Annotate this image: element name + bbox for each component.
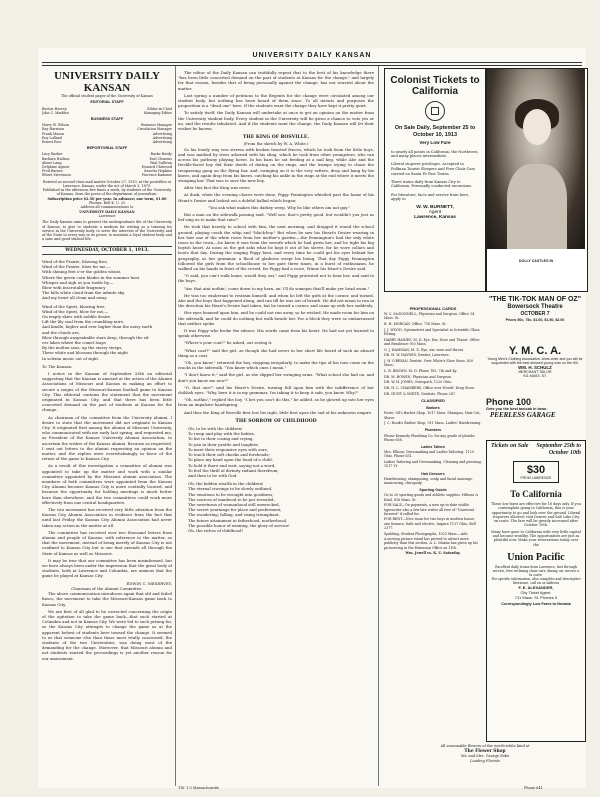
union-pacific-name: Union Pacific [507,551,565,563]
story-paragraph: It was Piggy who broke the silence. His words came from his heart. He had not yet learned to speak otherwise. [178,328,374,339]
classified-item: FOR SALE—On payments, a new up-to-date visible typewriter also a few late writer all free of "Universal Interest" if called for. [384,503,474,516]
up-text: Excellent daily trains from Lawrence, fast through service, free reclining chair cars, dining car service a la carte. [492,564,580,577]
classified-item: FOR RENT—Nice room for two boys in modern house, one furnace, bath and electric. Inquire 1137 Ohio, Bell 2377. [384,517,476,530]
story-paragraph: He took that heavily to school with him, the next morning, and dragged it round the school ground, playing crack the whip and "black-boy." But when he saw his Heart's Desire wearing in her hair one of the white roses from her mother's garden,—the Pennington's had the only white roses in the town,—he knew it was from the wreath which he had given her, and he tight his big boyish heart. At noon as the girl asks what he kept it out of his sleeve, for he wore collars and boots that day. During the singing Piggy bent, and every time he could get his eyes behind her geography, as her grammar, a flood of gladness swept his being. That day Piggy Pennington followed the girls from the schoolhouse to her gate three times, in a burst of enthusiasm, he walked on his hands in front of the crowd, for Piggy had a voice, Winne his Heart's Desire said. [178,224,374,271]
classified-item: Go to 20 sporting goods and athletic supplies. Hiltons & Kind, 816 Mass. St. [384,493,479,502]
up-tagline: Correspondingly Low Fares to Nevada [501,601,571,606]
staff-row: Ernest Rice Advertising [42,139,172,144]
subscription: Subscription price $2.50 per year. In advance; one term, $1.00 [47,196,167,201]
story-paragraph: But a man on the sidewalk passing said, "Well son, that's pretty good, but wouldn't you just as lief sing us to make that rain?" [178,211,374,223]
barbers-heading: Barbers [426,406,440,411]
reportorial-staff-heading: REPORTORIAL STAFF [86,146,128,151]
classified-item: Mrs. Ellison, Dressmaking and Ladies Tailoring. 1129 Ohio. Phone 651. [384,450,474,459]
card-item: DR. M. BOWEN, Physician and Surgeon. [384,374,452,379]
card-item: W. C. McDONNELL, Physician and Surgeon. Office 14 Mass. St. [384,312,475,321]
card-item: DR. HUNT & WHITE, Dentists. Phone 287. [384,391,456,396]
photo-figure [507,164,567,249]
story-paragraph: "Oh, nothin'," replied the boy. "I bet you can't do this," he added, as he glowed up into her eyes from an impulsive handspring. [178,397,374,408]
column-divider [175,66,176,786]
poem-title: THE SORROW OF CHILDHOOD [235,418,317,424]
childhood-poem: Oh, to be with the children! To romp and play with the babies, To list to their cooing and crying, To join in their prattle and laughter, To meet their responsive eyes with ours, To touch their soft cheeks and foreheads; To place my hand upon the head of a child, To hold it there and wait, saying not a word, To feel the thrill of divinity radiant therefrom; And then to be with God. Oh, the hidden wealth in the children! The eternal cravings to be slowly outlined, The emotions to be wrought into goodness; The sources of manhood to be put revealed, The sweetness of womanhood still unwrecked, The secret yearnings for place and preferment, The wondering, falling, and rising triumphant, The future attainment in fatherhood, motherhood, The possible honor of winning, the glory of service! Oh, the riches of childhood! [188,426,290,533]
staff-row: Delphine Agnew Howard Chitwood [42,164,172,169]
letter-signature: EDWIN C. MESERVEY, [126,580,172,586]
photo-face [523,109,551,145]
editorial-paragraph: The editor of the Daily Kansan can truthfully repeat that to the best of his knowledge there "has been little concerted demand on the part of students at Kansas for the change," and largely for that reason, besides that of being personally against the change, has not worried about the matter. [178,70,374,91]
masthead-rule [42,62,582,63]
price-box [513,461,559,483]
stanza: Wind of the Spirit, blowing free, Wind of the Spirit, blow for me,— On empty skies with nobble desire Lift the lily soul from the crumbling mire, And kindle, higher and ever higher than the noisy earth and the clouds are, Blow through unspeakable stars deep, through the sil- ver lakes where the comet leaps By the molten seas, up the starry steeps, These white and blossom through the night In solemn music out of sight. [42,303,153,361]
up-text: Many have gone to California with very little capital and become wealthy. The opportunities are just as plentiful now. Make your reservations today over the [491,529,581,547]
card-item: L. R. BROWN, M. D. Phone 185. 7th and Ky. [384,368,458,373]
classified-item: Phone Kennedy Plumbing Co. for any grade of plumbs. Phone 658. [384,433,476,442]
agent-name: W. W. BURNETT, [416,205,454,211]
ad-text: Liberal stopover privileges. Accepted in Pullman Tourist Sleepers and Free Chair Cars carried on Santa Fe Fast Trains. [391,162,476,176]
ad-text: For literature, facts and service from here, apply to [391,192,470,202]
fare-line: Very Low Fare [419,140,451,145]
up-agent-address: 711 Mass. St. Phones 5 [514,594,558,600]
staff-row: Harry W. Wilson Business Manager [42,123,172,128]
garage-name: PEERLESS GARAGE [490,411,556,419]
ymca-text: Young Men's Clothing Association. Aims order and you will be acquainted with the best dressed young man on the Hill. [487,357,583,366]
footer-left: T.W. 1-3 Massachusetts [178,786,220,790]
up-header [487,441,585,459]
story-paragraph: "O said, you can't walk home, would they out," and Piggy protested not to hear her, and said to the boys: [178,273,374,284]
card-item: J. W. O'BRYAN, Dentist. Over White's Shoe Store, 820 Mass. [384,359,474,368]
ymca-ad [486,345,584,378]
garage-tagline: Gets you the best taxicab in town. [486,407,548,411]
policy-statement: The Daily Kansan aims to present the undergraduate life of the University of Kansas, to give to students a medium for writing as a training for service in the University body, to serve the interests of the University and of the State in every way in its power, to maintain a loyal student body and a sane and good student life. [42,220,172,242]
letter-paragraph: I notice in the Kansan of September 26th an editorial suggesting that the Kansan is amused at the action of the Alumni Associations of Missouri and Kansas in making an effort to secure a reigns of the Missouri-Kansas football game to Kansas City. This editorial contains the statement that the movement originated in Kansas City, and that there has been little concerted demand on the part of students at Kansas for the change. [42,370,172,413]
staff-row: Roy Lofland Advertising [42,135,172,140]
classified-item: A moving picture stand has proved to attract more publicity than this section. A. L. Maxim has given up his picturering in the Extension Office on 11th. [384,537,478,550]
staff-row: Frank Mason Advertising [42,131,172,136]
price-from: FROM LAWRENCE [520,476,552,480]
ad-text: to nearly all points in California, the Northwest, and many places intermediate. [391,149,479,159]
official-line: The official student paper of the University of Kansas [61,94,153,98]
card-item: DR. W. H. JONES, Osteopath, 1220 Ohio. [384,380,453,385]
business-staff-heading: BUSINESS STAFF [90,116,124,121]
hair-heading: Hair Dressers [421,471,445,476]
up-agent-title: City Ticket Agent. [520,589,552,595]
card-item: HARRY HAINES, M. D. Eye, Ear, Nose and Throat. Office and Residence 903 Mass. [384,337,480,346]
flower-shop-name: The Flower Shop [464,748,506,754]
sale-dates: September 25th to October 10th [536,443,581,456]
photo-caption: DOLLY CASTLES IN [518,259,554,263]
ad-text: Three trains daily from Kansas City to California. Personally conducted excursions. [391,179,473,189]
ymca-title: Y. M. C. A. [508,345,562,357]
classified-item: Ladies Tailoring and Dressmaking. Cleaning and pressing. 1017 Vt. [384,460,482,469]
classified-item: Hairdressing, shampooing, scalp and facial massage, manicuring, chiropody. [384,476,473,485]
editorial-paragraph: Last spring a number of petitions to the Regents for the change were circulated among our student body, but nothing has been heard of them since. To all intents and purposes the proposition is a "dead one" here. If the students want the change they have kept it pretty quiet. [178,92,374,109]
staff-row: John C. Madden Managing Editor [42,110,172,115]
jewell-game: Wm. Jewell vs. K. U. Saturday. [405,551,461,556]
photo-background [487,69,585,249]
footer-right: Phone 641 [524,786,543,790]
story-paragraph: "Oh, you know," returned the boy, stopping irregularly, to make the tips of his toes come on the cracks in the sidewalk. "You know which ones I mean." [178,360,374,371]
show-prices: Prices 50c, 75c. $1.00, $1.50, $2.00 [505,318,565,322]
story-paragraph: "O, that one?" said his Heart's Desire, turning full upon him with the indifference of her childish eyes. "Why, here it is in my grammar, I'm taking it to keep it safe, you know. Why?" [178,384,374,396]
phones: Phones: Bell K. U. 25 [88,201,126,206]
flower-line: All seasonable flowers of the worth-while kind at [440,744,530,748]
editorial-paragraph: The above communication introduces again that old and failed fiasco, the movement to take the Missouri-Kansas game back to Kansas City. [42,591,172,607]
show-title: "THE TIK-TOK MAN OF OZ" [488,296,582,303]
card-item: DR. H. W. HAYNES, Dentist, Lawrence. [384,353,450,358]
story-paragraph: "Aw, that aint nothin'; come down to my barn, an' I'll do somepin that'll make yer head swim." [184,285,370,291]
story-paragraph: So his lonely way was strewn with broken hearted fences, which he took from the little boys, and was marked by trees adorned with his sling, which he took from other youngsters, who ran across his pathway playing horse. In his barn he sat feeding at a nail keg, while Abe and the freckle-faced boy did their deeds of daring on the rings, and the tramps trying to chase the trespassing gang on the flying bar, and, swinging on it to the very rafters, drop and hang by his knees, and again drop from his knees, catching his ankle in the rings at the end where it meets the swinging bar. That was to save the new boy. [178,146,374,183]
agent-city: Lawrence, Kansas [414,215,456,221]
masthead-rule-2 [42,65,582,66]
column-divider [378,66,379,786]
card-item: O. J. HAMMAN, M. D. Eye, ear, nose and throat. [384,347,464,352]
staff-row: Elbert Stevenson Fiorence Kammer [42,173,172,178]
story-paragraph: At dusk, when the evening chores were done, Piggy Pennington whistled past the home of his Heart's Desire and looked out a doleful ballad which began: [178,192,374,203]
tailor-role: MERCHANT TAILOR [518,369,552,374]
classified-item: Foote, Oil's Barber Shop, 1017 Mass. Shampoo, Hair Cut, Shave. [384,411,481,420]
story-paragraph: "You ask what makes this darkey weep, Why he like others am not gay." [208,204,350,210]
entered-note: Entered as second-class mail matter October 27, 1910, at the postoffice at Lawrence, Kansas, under the act of March 3, 1879. [42,179,172,188]
story-paragraph: "I don't know it," said the girl, as she slipped her swinging arms. "What school she had on, and don't you know me now?" [178,372,374,383]
address-city: Lawrence [98,213,116,218]
card-item: DR. H. L. CHAMBERS, Office over Woods' Drug Store. [384,386,476,391]
flower-shop-ad [386,744,584,763]
masthead: UNIVERSITY DAILY KANSAN [252,52,372,59]
tailors-heading: Ladies Tailors [421,445,445,450]
published-note: Published in the afternoon five times a week, by students of the University of Kansas, from the press of the department of journalism. [42,188,172,197]
ad-title: Colonist Tickets to California [390,75,480,97]
tickets-on-sale: Tickets on Sale [491,443,529,449]
story-paragraph: Her eyes beamed upon him, and he could not run away, so he wished. He made room for him on the sidewalk, and he could do nothing but walk beside her. For a block they were so embarrassed that neither spoke. [178,310,374,326]
address-to: UNIVERSITY DAILY KANSAN [79,209,135,214]
professional-cards [384,304,482,744]
show-date: OCTOBER 7 [520,311,550,317]
up-text: For specific information, also complete and descriptive literature, call on or address [491,576,581,585]
dolly-castles-photo [486,68,588,292]
paper-title: UNIVERSITY DAILY KANSAN [54,70,160,94]
goods-heading: Sporting Goods [419,488,447,493]
story-column [178,70,374,782]
garage-ad [486,397,584,419]
letter-paragraph: As a result of this investigation a committee of alumni was appointed to take up the matter and work with a similar committee appointed by the Missouri alumni association. The members of both committees were appointed from the Kansas City Alumni because Kansas City is more centrally located, and because the opportunity for holding meetings is much better here than elsewhere, and the two committees could work more effectively from one central headquarters. [42,463,172,505]
union-pacific-ad [486,440,586,742]
staff-row: Ray Harrison Circulation Manager [42,127,172,132]
letter-paragraph: As chairman of the committee from the University alumni, I desire to state that the movement did not originate in Kansas City. It originated first among the alumni of Missouri University, who communicated with me early last spring, and requested me, as President of the Kansas University Alumni Association, to ascertain the wishes of the Kansas alumni. Because as requested, I sent out letters to the alumni requesting an opinion on the matter, and the replies were overwhelmingly in favor of the return of the game to Kansas City. [42,414,172,462]
up-text: These low fares are effective for 16 days only. If you contemplate going to California, this is your opportunity to go and look over the ground. Liberal stopovers allowed; visit Denver and Salt Lake City en route. The fare will be greatly increased after October 10th. [491,502,581,528]
to-california: To California [510,489,562,499]
story-title: THE KING OF ROSVILLE. [243,135,309,141]
editorial-staff-heading: EDITORIAL STAFF [90,100,124,105]
card-item: J. J. WOOD, Optometrist and Specialist in Scientific Glass Fitting. [384,327,480,337]
classified-item: Spalding, Student Photographs, 1023 Mass.—Adv. [384,531,468,536]
address-line: Address all communications to [80,205,134,210]
agent-title: Agent [428,210,442,216]
editorial-paragraph: To satisfy itself, the Daily Kansan will undertake at once to get an opinion on the matter from the University student body. Every student in the University will be given a chance to vote yes or no, and the results tabulated. And if the students want the change, the Daily Kansan will let their wishes be known. [178,110,374,132]
story-byline: (From the sketch by W. A. White.) [243,141,309,147]
staff-row: Barbara Hudson Earl Clemens [42,156,172,161]
letter-signature-title: Chairman of the Alumni Committee. [71,585,143,591]
classified-item: J. C. Houk's Barber Shop, 911 Mass. Ladies' Hairdressing. [384,421,482,426]
staff-row: Burton Harvey Editor-in-Chief [42,106,172,111]
stanza: Wind of the Prairie, blowing free, Wind of the Prairie, blow for me,— With shining feet o'er the golden wheat, Where the green corn blades in the summer heat Whisper and sigh as you rustle by,— Blow with inscrutable fragrancy The hills white cloud from the infinite sky, And my heart all clean and away. [42,258,140,301]
classified-heading: CLASSIFIED [421,397,445,403]
flower-owners: Mr. and Mrs. George Eske [461,754,509,759]
show-ad [486,296,584,322]
staff-row: Fred Barnes Sunetta Hopkins [42,169,172,174]
story-paragraph: He was too exuberant to restrain himself, and when he left the girls at the corner, and turned, Abe and the boys that happened along, and ran till he was out of breath. He did not mean to run in the direction his Heart's Desire had taken, but he turned a corner, and came up with her suddenly. [178,292,374,309]
card-item: R. H. MORGAN, Office, 716 Mass. St. [384,322,447,327]
letter-paragraph: The committee has received over two thousand letters from alumni and people of Kansas, with reference to the matter, so that the movement, instead of being merely of Kansas City is not confined to Kansas City but is one that extends all through the State of Kansas as well as Missouri. [42,529,172,556]
prairie-poem [42,259,172,361]
plumbers-heading: Plumbers [424,428,442,433]
story-paragraph: And thus the King of Rosville first lost his right, little first upon the sad of his unknown empire. [184,409,373,415]
garage-phone: Phone 100 [486,397,532,407]
staff-row: Abner Lang Paul Sullivan [42,160,172,165]
price: $30 [526,464,546,476]
tailor-name: WM. H. SCHULZ [518,364,552,370]
dateline: WEDNESDAY, OCTOBER 1, 1913. [42,246,172,255]
story-paragraph: "What coat?" said the girl, as though she had never in her short life heard of such an absurd thing as a coat. [178,347,374,358]
onsale-dates: On Sale Daily, September 25 to October 10, 1913 [394,125,476,138]
staff-row: Lucy Barker Burke Hardy [42,152,172,157]
editorial-column [42,70,172,785]
flower-role: Leading Florists [470,758,500,763]
letter-salute: To The Kansan: [42,363,73,369]
santa-fe-logo-icon [425,101,445,121]
letter-paragraph: The two movement has received very little attention from the Kansas City Alumni Association in evidence from the fact that until last Friday the Kansas City Alumni Association had never taken any action in the matter at all. [42,507,172,528]
cards-heading: PROFESSIONAL CARDS [409,306,457,311]
story-paragraph: After this fact the King was news. [184,185,251,191]
story-paragraph: "Where's your coat?" he asked, out seeing it. [184,340,273,346]
tailor-address: 911 MASS. ST. [523,374,547,379]
show-theatre: Bowersock Theatre [507,304,563,310]
colonist-tickets-ad [384,68,486,292]
editorial-paragraph: We are first of all glad to be corrected concerning the origin of the agitation to take the game back—that such started at Columbia and not in Kansas City. We were led to such prising for, as the Kansas City attempts to change the game as at the apparent behest of students here toward the change. It seemed to us that someone else than those most vitally concerned, the students of the two Universities, was doing most of the demanding for the change. Moreover, that Missouri alumni and not students started the proceedings is yet another reason for our amusement. [42,608,172,661]
up-agent: F. E. ALEXANDER, [518,584,554,590]
letter-paragraph: It may be true that our committee has been misinformed, but we have always been under the impression that the great body of students, both at Lawrence and Columbia, are anxious that the game be played at Kansas City. [42,557,172,579]
